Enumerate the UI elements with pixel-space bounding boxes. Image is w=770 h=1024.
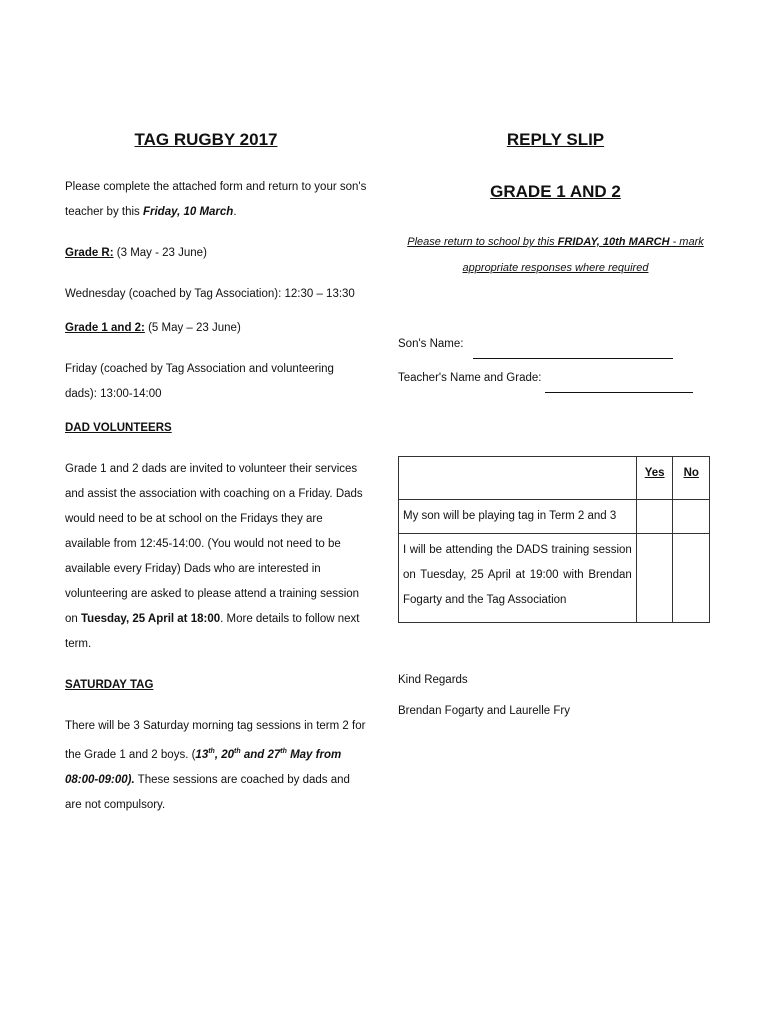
row-statement: My son will be playing tag in Term 2 and 3 (399, 500, 637, 534)
no-checkbox-cell[interactable] (673, 534, 710, 623)
grade-title: GRADE 1 AND 2 (490, 182, 621, 201)
table-row (399, 500, 710, 534)
saturday-tag-text: There will be 3 Saturday morning tag sessions in term 2 for the Grade 1 and 2 boys. (13th, 20th and 27th May from 08:00-09:00). These sessions are coached by dads and are not compulsory. (65, 720, 366, 811)
grade-r-line: Grade R: (3 May - 23 June) (65, 247, 207, 259)
kind-regards: Kind Regards (398, 674, 468, 686)
grade-r-time: Wednesday (coached by Tag Association): 12:30 – 13:30 (65, 288, 355, 300)
intro-paragraph: Please complete the attached form and return to your son's teacher by this Friday, 10 March. (65, 181, 367, 218)
grade12-line: Grade 1 and 2: (5 May – 23 June) (65, 322, 241, 334)
table-header-row (399, 457, 710, 500)
row-statement: I will be attending the DADS training session on Tuesday, 25 April at 19:00 with Brendan Fogarty and the Tag Association (399, 534, 637, 623)
yes-checkbox-cell[interactable] (636, 534, 673, 623)
grade-r-label: Grade R: (65, 247, 114, 259)
reply-table (398, 456, 710, 623)
saturday-tag-heading: SATURDAY TAG (65, 679, 154, 691)
saturday-dates: 13th, 20th and 27th May from 08:00-09:00). (65, 748, 342, 786)
teacher-name-line[interactable] (545, 376, 693, 393)
dad-volunteers-text: Grade 1 and 2 dads are invited to volunteer their services and assist the association with coaching on a Friday. Dads would need to be at school on the Fridays they are available from 12:45-14:00. (You would not need to be available every Friday) Dads who are interested in volunteering are asked to please attend a training session on Tuesday, 25 April at 18:00. More details to follow next term. (65, 463, 363, 650)
yes-header: Yes (636, 457, 673, 500)
teacher-name-field[interactable]: Teacher's Name and Grade: (398, 363, 713, 393)
signatories: Brendan Fogarty and Laurelle Fry (398, 705, 570, 717)
dad-training-date: Tuesday, 25 April at 18:00 (81, 613, 221, 625)
return-instructions: Please return to school by this FRIDAY, 10th MARCH - mark appropriate responses where required (407, 236, 704, 274)
no-checkbox-cell[interactable] (673, 500, 710, 534)
sons-name-line[interactable] (473, 342, 673, 359)
sons-name-field[interactable]: Son's Name: (398, 329, 713, 359)
no-header: No (673, 457, 710, 500)
dad-volunteers-heading: DAD VOLUNTEERS (65, 422, 172, 434)
intro-deadline: Friday, 10 March (142, 206, 234, 218)
right-column (398, 125, 713, 721)
reply-slip-title: REPLY SLIP (506, 130, 605, 149)
tag-rugby-title: TAG RUGBY 2017 (134, 130, 278, 149)
grade12-time: Friday (coached by Tag Association and volunteering dads): 13:00-14:00 (65, 363, 334, 400)
yes-checkbox-cell[interactable] (636, 500, 673, 534)
table-row (399, 534, 710, 623)
left-column (65, 125, 367, 818)
grade12-label: Grade 1 and 2: (65, 322, 145, 334)
